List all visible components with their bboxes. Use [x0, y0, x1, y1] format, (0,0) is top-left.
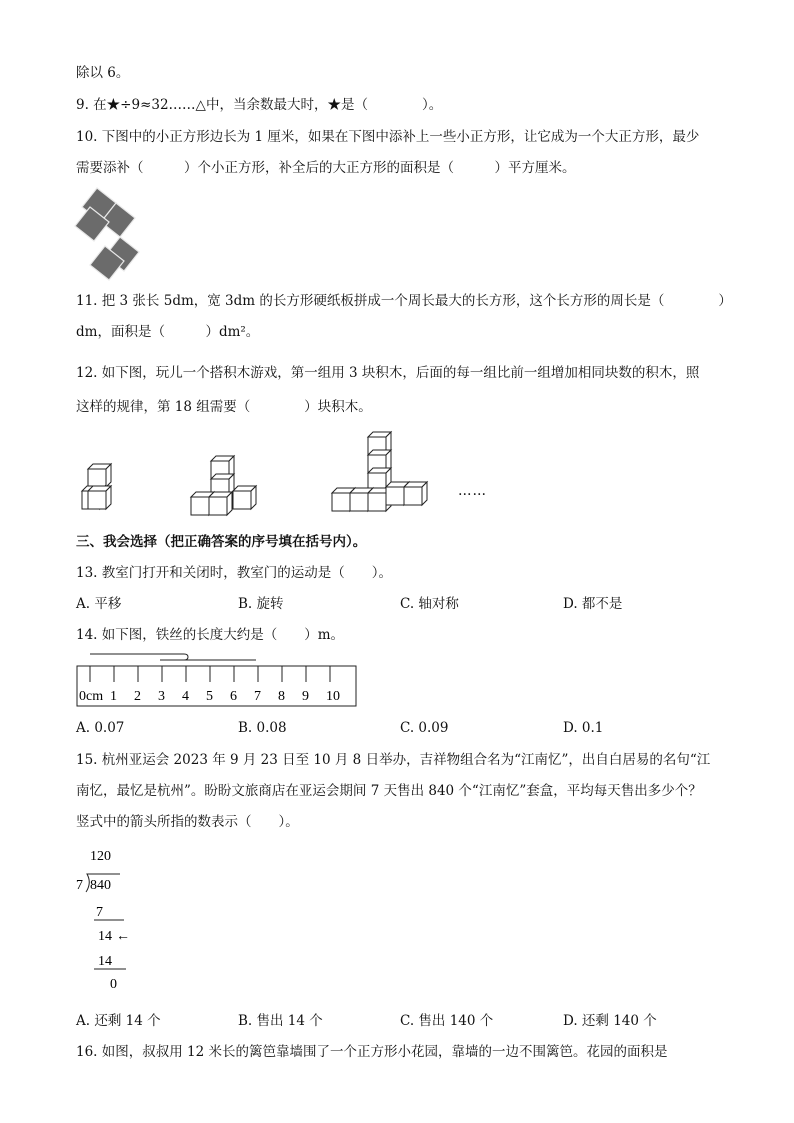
pattern-ellipsis: ……: [458, 483, 487, 499]
question-11-line-1: 11. 把 3 张长 5dm，宽 3dm 的长方形硬纸板拼成一个周长最大的长方形，这个长方形的周长是（ ）: [76, 293, 732, 309]
question-15-line-1: 15. 杭州亚运会 2023 年 9 月 23 日至 10 月 8 日举办，吉祥物组合名为“江南忆”，出自白居易的名句“江: [76, 752, 711, 768]
ruler-label: 4: [182, 689, 189, 704]
q14-option-b[interactable]: B. 0.08: [238, 720, 287, 736]
question-14: 14. 如下图，铁丝的长度大约是（ ）m。: [76, 627, 345, 643]
q13-option-a[interactable]: A. 平移: [76, 596, 122, 612]
question-15-line-2: 南忆，最忆是杭州”。盼盼文旅商店在亚运会期间 7 天售出 840 个“江南忆”套盒，平均每天售出多少个？: [76, 783, 702, 799]
step-3: 14: [98, 954, 112, 969]
ruler-label: 10: [326, 689, 340, 704]
block-group-1: [82, 464, 111, 509]
divisor: 7: [76, 878, 83, 893]
q14-option-d[interactable]: D. 0.1: [563, 720, 604, 736]
question-16-line-1: 16. 如图，叔叔用 12 米长的篱笆靠墙围了一个正方形小花园，靠墙的一边不围篱笆。花园的面积是: [76, 1044, 668, 1060]
block-group-2: [191, 456, 256, 515]
ruler-label: 8: [278, 689, 285, 704]
q15-option-a[interactable]: A. 还剩 14 个: [76, 1013, 161, 1029]
arrow-icon: ←: [116, 929, 130, 944]
question-12-line-1: 12. 如下图，玩儿一个搭积木游戏，第一组用 3 块积木，后面的每一组比前一组增加相同块数的积木，照: [76, 365, 700, 381]
dividend: 840: [90, 878, 111, 893]
q15-option-c[interactable]: C. 售出 140 个: [400, 1013, 494, 1029]
question-9: 9. 在★÷9≈32……△中，当余数最大时，★是（ ）。: [76, 97, 443, 113]
q13-option-c[interactable]: C. 轴对称: [400, 596, 459, 612]
question-12-line-2: 这样的规律，第 18 组需要（ ）块积木。: [76, 399, 372, 415]
quotient: 120: [90, 849, 111, 864]
question-15-line-3: 竖式中的箭头所指的数表示（ ）。: [76, 814, 299, 830]
ruler-label: 5: [206, 689, 213, 704]
q15-option-b[interactable]: B. 售出 14 个: [238, 1013, 323, 1029]
remainder: 0: [110, 977, 117, 992]
ruler-body: [77, 666, 356, 706]
ruler-label: 7: [254, 689, 261, 704]
q15-option-d[interactable]: D. 还剩 140 个: [563, 1013, 657, 1029]
ruler-label: 6: [230, 689, 237, 704]
question-10-line-1: 10. 下图中的小正方形边长为 1 厘米，如果在下图中添补上一些小正方形，让它成为一个大正方形，最少: [76, 129, 700, 145]
long-division-figure: [74, 845, 154, 995]
q13-option-d[interactable]: D. 都不是: [563, 596, 623, 612]
question-10-line-2: 需要添补（ ）个小正方形，补全后的大正方形的面积是（ ）平方厘米。: [76, 160, 576, 176]
block-patterns-figure: [78, 430, 498, 516]
question-13: 13. 教室门打开和关闭时，教室门的运动是（ ）。: [76, 565, 393, 581]
ruler-label: 0cm: [79, 689, 104, 704]
ruler-figure: [76, 650, 358, 708]
wire: [90, 654, 256, 660]
intro-fragment: 除以 6。: [76, 65, 130, 81]
block-group-3: [332, 432, 427, 511]
q14-option-a[interactable]: A. 0.07: [76, 720, 125, 736]
step-2: 14: [98, 929, 112, 944]
ruler-label: 1: [110, 689, 117, 704]
step-1: 7: [96, 905, 103, 920]
q13-option-b[interactable]: B. 旋转: [238, 596, 284, 612]
question-11-line-2: dm，面积是（ ）dm²。: [76, 324, 260, 340]
q14-option-c[interactable]: C. 0.09: [400, 720, 449, 736]
ruler-label: 2: [134, 689, 141, 704]
section-3-heading: 三、我会选择（把正确答案的序号填在括号内）。: [76, 534, 367, 550]
q10-square-figure: [76, 185, 146, 285]
ruler-label: 3: [158, 689, 165, 704]
ruler-label: 9: [302, 689, 309, 704]
